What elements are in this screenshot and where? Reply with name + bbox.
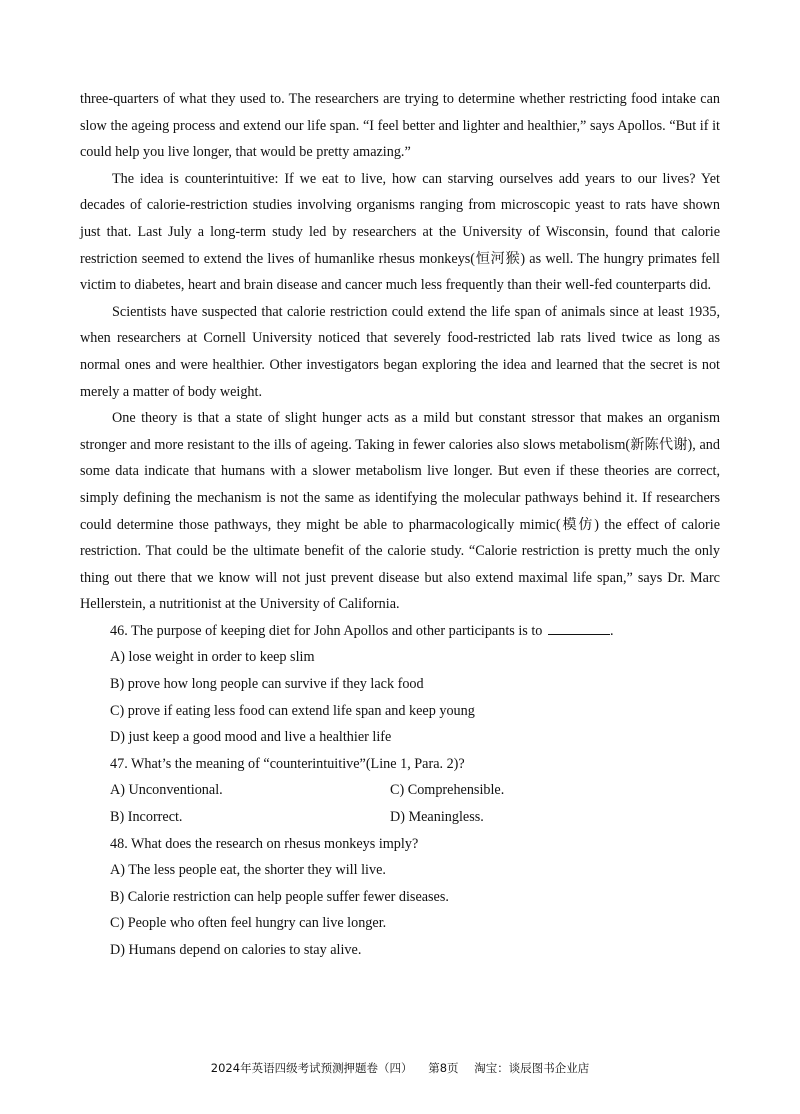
question-47-options-row-2 <box>110 804 720 831</box>
question-48-stem: 48. What does the research on rhesus monkeys imply? <box>110 835 419 852</box>
footer-title: 2024年英语四级考试预测押题卷（四） <box>210 1061 413 1075</box>
question-48-option-d: D) Humans depend on calories to stay alive. <box>110 942 362 958</box>
question-48 <box>110 831 720 858</box>
question-46-option-a: A) lose weight in order to keep slim <box>110 649 315 666</box>
footer-shop: 淘宝：谈辰图书企业店 <box>474 1061 590 1075</box>
question-47-option-c: C) Comprehensible. <box>390 782 505 799</box>
question-47-option-d: D) Meaningless. <box>390 809 484 826</box>
question-47 <box>110 751 720 778</box>
question-46-end: . <box>609 622 614 639</box>
passage-paragraph-2: The idea is counterintuitive: If we eat to live, how can starving ourselves add years to our lives? Yet decades of calorie-restriction studies involving organisms ranging from microscopic yeast to rats have shown just that. Last July a long-term study led by researchers at the University of Wisconsin, found that calorie restriction seemed to extend the lives of humanlike rhesus monkeys(恒河猴) as well. The hungry primates fell victim to diabetes, heart and brain disease and cancer much less frequently than their well-fed counterparts did. <box>80 170 720 294</box>
question-46-option-c: C) prove if eating less food can extend life span and keep young <box>110 702 475 719</box>
footer-page-number: 第8页 <box>428 1061 459 1075</box>
question-47-options-row-1 <box>110 777 720 804</box>
question-46 <box>110 618 720 645</box>
passage-paragraph-1: three-quarters of what they used to. The researchers are trying to determine whether restricting food intake can slow the ageing process and extend our life span. “I feel better and lighter and healthier,” says Apollos. “But if it could help you live longer, that would be pretty amazing.” <box>80 91 720 161</box>
question-47-option-b: B) Incorrect. <box>110 809 183 826</box>
question-47-stem: 47. What’s the meaning of “counterintuitive”(Line 1, Para. 2)? <box>110 755 465 772</box>
question-48-option-c: C) People who often feel hungry can live longer. <box>110 915 387 932</box>
answer-blank <box>548 620 610 635</box>
question-46-text: 46. The purpose of keeping diet for John Apollos and other participants is to <box>110 622 543 639</box>
question-48-option-b: B) Calorie restriction can help people suffer fewer diseases. <box>110 888 449 905</box>
question-46-option-d: D) just keep a good mood and live a healthier life <box>110 729 392 746</box>
question-46-stem <box>110 618 720 645</box>
passage-paragraph-3: Scientists have suspected that calorie restriction could extend the life span of animals since at least 1935, when researchers at Cornell University noticed that severely food-restricted lab rats lived twice as long as normal ones and were healthier. Other investigators began exploring the idea and learned that the secret is not merely a matter of body weight. <box>80 303 720 400</box>
passage-paragraph-4: One theory is that a state of slight hunger acts as a mild but constant stressor that makes an organism stronger and more resistant to the ills of ageing. Taking in fewer calories also slows metabolism(新陈代谢), and some data indicate that humans with a slower metabolism live longer. But even if these theories are correct, simply defining the mechanism is not the same as identifying the molecular pathways behind it. If researchers could determine those pathways, they might be able to pharmacologically mimic(模仿) the effect of calorie restriction. That could be the ultimate benefit of the calorie study. “Calorie restriction is pretty much the only thing out there that we know will not just prevent disease but also extend maximal life span,” says Dr. Marc Hellerstein, a nutritionist at the University of California. <box>80 410 720 613</box>
document-page <box>80 86 720 964</box>
question-47-option-a: A) Unconventional. <box>110 782 223 799</box>
question-46-option-b: B) prove how long people can survive if they lack food <box>110 676 424 693</box>
question-48-option-a: A) The less people eat, the shorter they will live. <box>110 862 386 879</box>
page-footer <box>0 1060 800 1076</box>
